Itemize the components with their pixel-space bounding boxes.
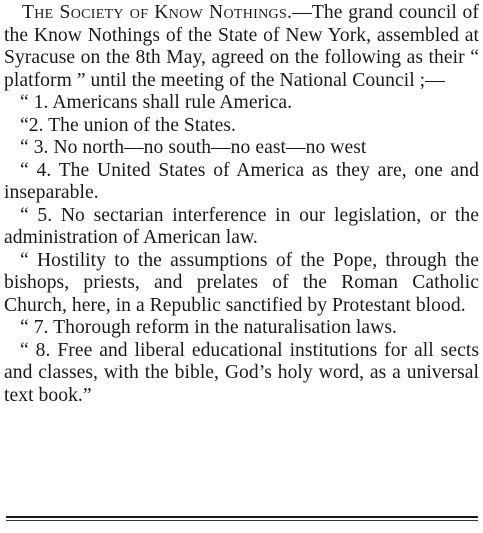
- intro-paragraph: [4, 2, 479, 92]
- double-rule-bottom: [6, 520, 478, 521]
- newspaper-clipping: [4, 2, 479, 407]
- platform-item-3: “ 3. No north—no south—no east—no west: [20, 137, 367, 158]
- platform-item-5: “ 5. No sectarian interference in our legislation, or the administration of American law.: [4, 204, 479, 248]
- platform-item-1: “ 1. Americans shall rule America.: [20, 92, 293, 113]
- platform-item-7: “ 7. Thorough reform in the naturalisation laws.: [20, 317, 397, 338]
- platform-item-8: “ 8. Free and liberal educational institutions for all sects and classes, with the bible, God’s holy word, as a universal text book.”: [4, 339, 479, 406]
- platform-item-2: “2. The union of the States.: [20, 114, 236, 136]
- double-rule-top: [6, 516, 478, 518]
- platform-item-6: “ Hostility to the assumptions of the Pope, through the bishops, priests, and prelates of the Roman Catholic Church, here, in a Republic sanctified by Protestant blood.: [4, 249, 479, 316]
- end-rule: [6, 516, 478, 521]
- article-heading: The Society of Know Nothings.: [22, 2, 293, 23]
- platform-item-4: “ 4. The United States of America as they are, one and inseparable.: [4, 159, 479, 203]
- intro-text: —The grand council of the Know Nothings of the State of New York, assembled at Syracuse on the 8th May, agreed on the following as their “ platform ” until the meeting of the National Council ;—: [4, 2, 479, 91]
